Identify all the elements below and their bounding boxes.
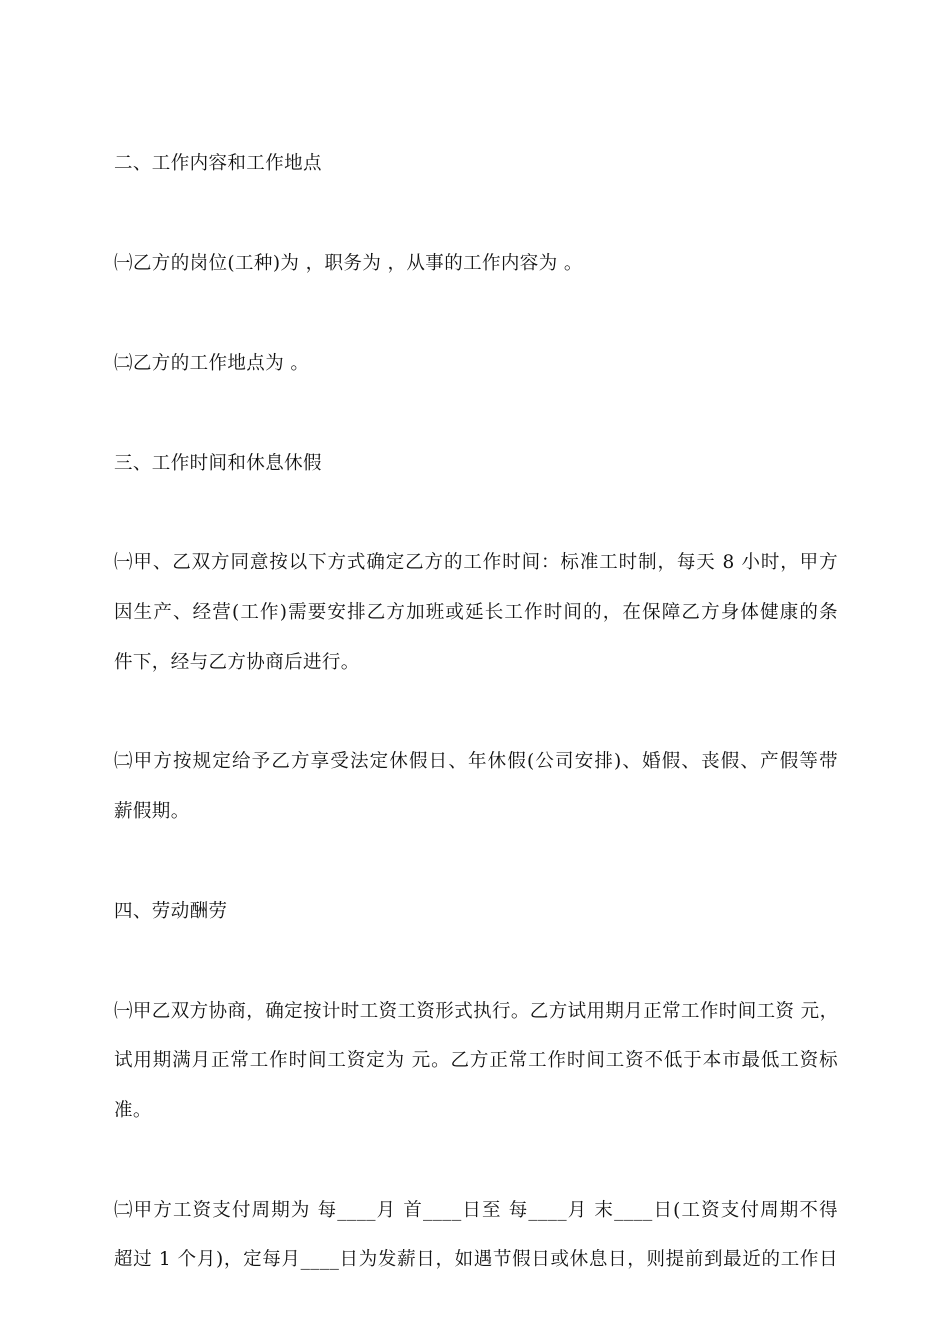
paragraph-working-hours-line-1: ㈠甲、乙双方同意按以下方式确定乙方的工作时间：标准工时制，每天 8 小时，甲方 bbox=[114, 552, 838, 573]
paragraph-wage-line-3: 准。 bbox=[114, 1100, 152, 1121]
paragraph-working-hours-line-2: 因生产、经营(工作)需要安排乙方加班或延长工作时间的，在保障乙方身体健康的条 bbox=[114, 602, 838, 623]
section-heading-remuneration: 四、劳动酬劳 bbox=[114, 901, 228, 922]
paragraph-holidays-line-1: ㈡甲方按规定给予乙方享受法定休假日、年休假(公司安排)、婚假、丧假、产假等带 bbox=[114, 751, 838, 772]
paragraph-holidays-line-2: 薪假期。 bbox=[114, 801, 190, 822]
paragraph-job-position: ㈠乙方的岗位(工种)为 ，职务为 ，从事的工作内容为 。 bbox=[114, 253, 583, 274]
paragraph-pay-cycle-line-2: 超过 1 个月)，定每月____日为发薪日，如遇节假日或休息日，则提前到最近的工作日 bbox=[114, 1249, 838, 1270]
section-heading-work-content: 二、工作内容和工作地点 bbox=[114, 153, 322, 174]
paragraph-working-hours-line-3: 件下，经与乙方协商后进行。 bbox=[114, 652, 360, 673]
paragraph-wage-line-1: ㈠甲乙双方协商，确定按计时工资工资形式执行。乙方试用期月正常工作时间工资 元， bbox=[114, 1001, 839, 1022]
paragraph-wage-line-2: 试用期满月正常工作时间工资定为 元。乙方正常工作时间工资不低于本市最低工资标 bbox=[114, 1050, 838, 1071]
paragraph-pay-cycle-line-1: ㈡甲方工资支付周期为 每____月 首____日至 每____月 末____日(工资支付周期不得 bbox=[114, 1200, 838, 1221]
paragraph-work-location: ㈡乙方的工作地点为 。 bbox=[114, 353, 310, 374]
section-heading-working-hours: 三、工作时间和休息休假 bbox=[114, 453, 322, 474]
